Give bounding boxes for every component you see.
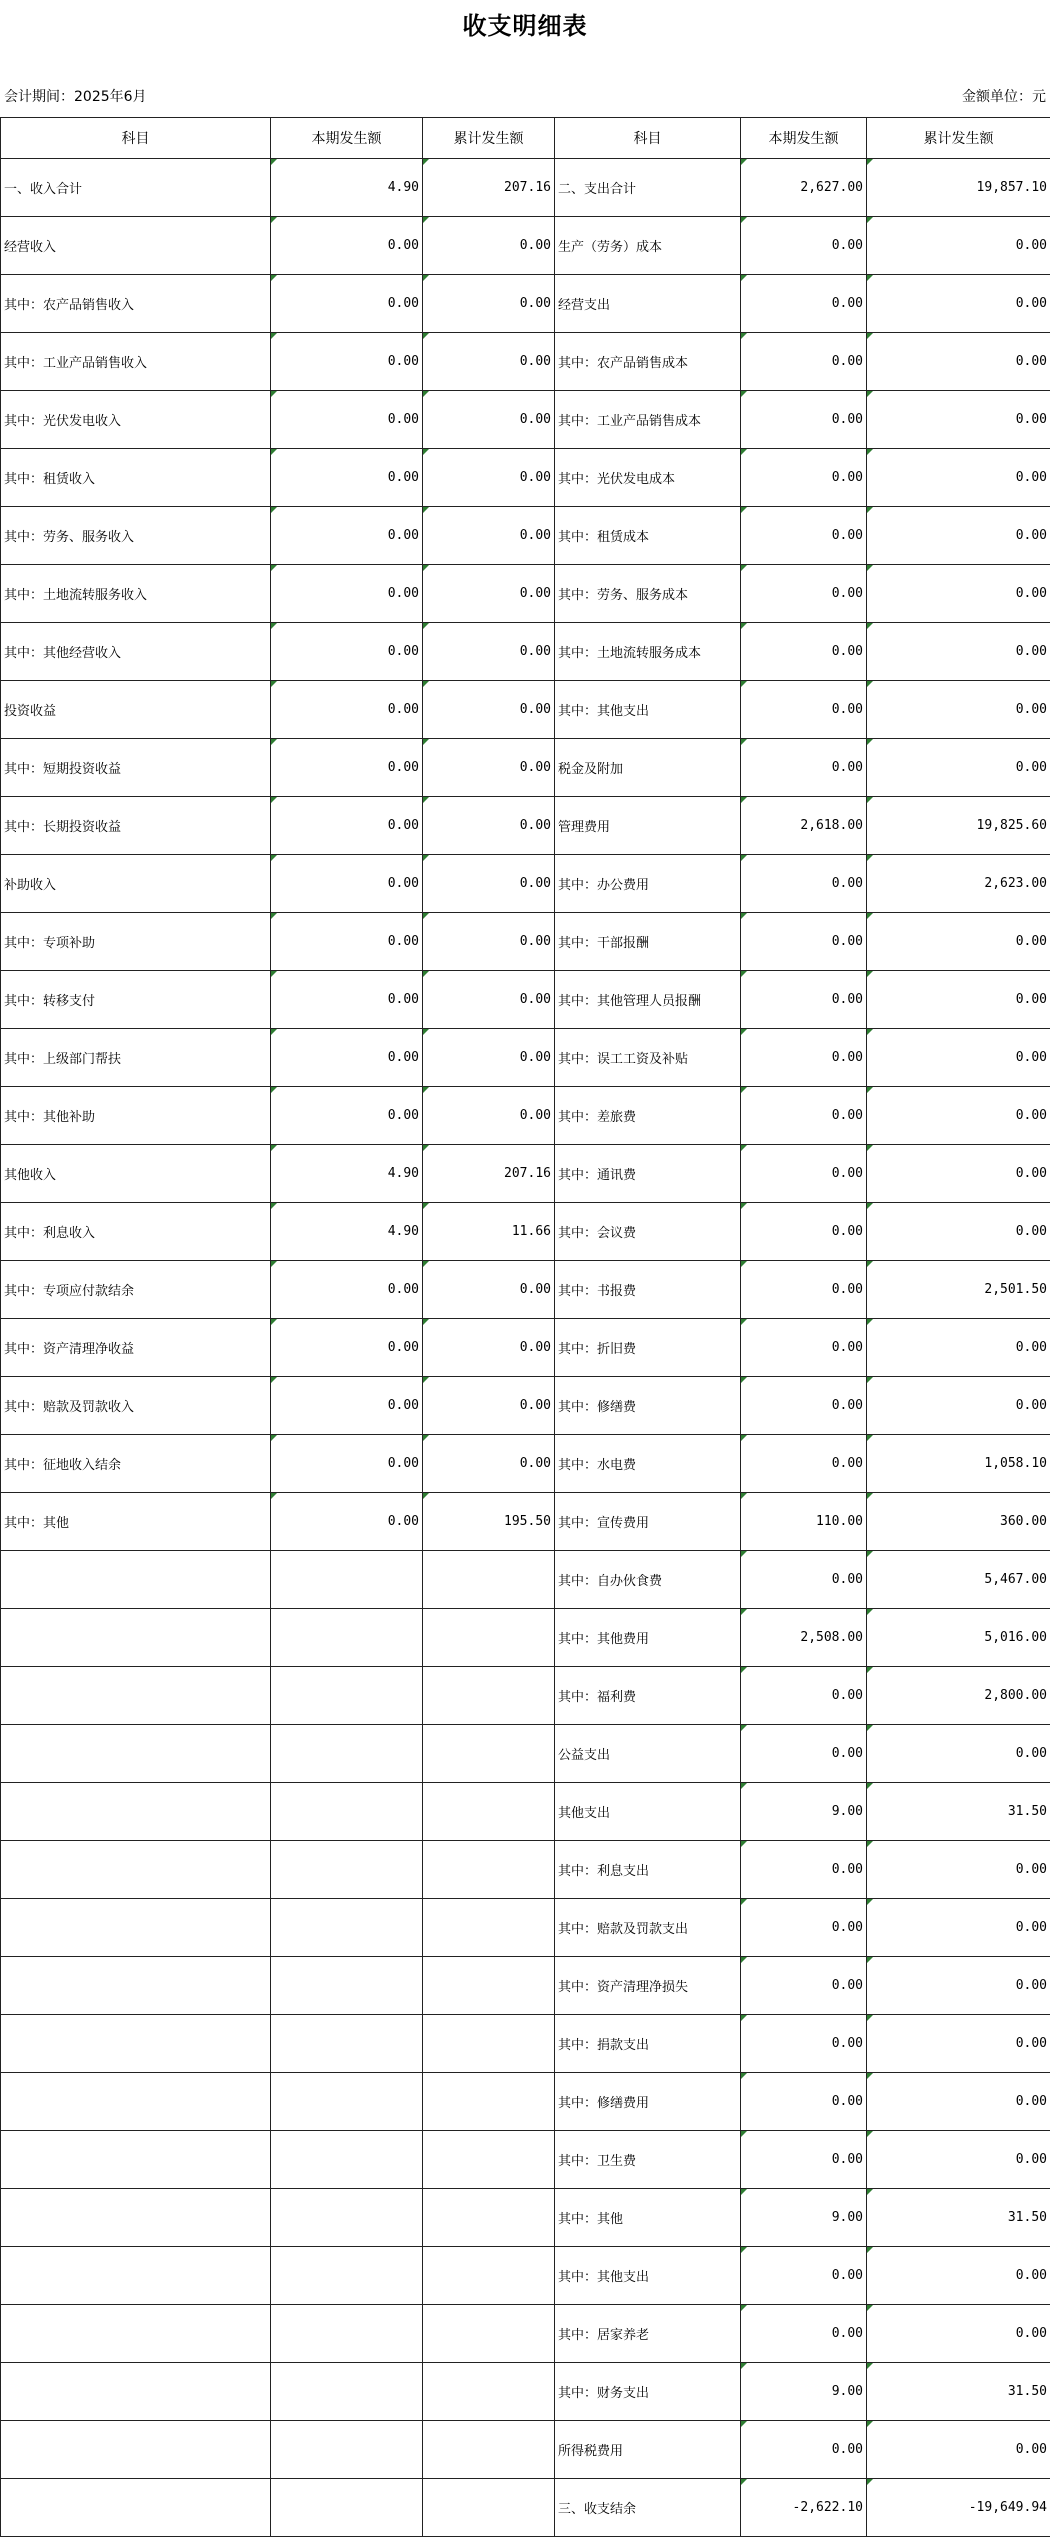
table-row [1, 1783, 1050, 1841]
income-cumulative-cell: 0.00 [423, 1319, 555, 1377]
income-current-cell [271, 1725, 423, 1783]
income-current-cell: 0.00 [271, 739, 423, 797]
income-account-cell [1, 2479, 271, 2537]
table-row [1, 2363, 1050, 2421]
income-current-cell [271, 2479, 423, 2537]
expense-account-cell: 其中：办公费用 [555, 855, 741, 913]
income-current-cell: 0.00 [271, 217, 423, 275]
expense-current-cell: 0.00 [741, 2247, 867, 2305]
income-cumulative-cell: 0.00 [423, 507, 555, 565]
expense-current-cell: 0.00 [741, 1319, 867, 1377]
income-current-cell: 0.00 [271, 623, 423, 681]
expense-account-cell: 其中：劳务、服务成本 [555, 565, 741, 623]
expense-cumulative-cell: 0.00 [867, 507, 1050, 565]
expense-current-cell: 0.00 [741, 217, 867, 275]
income-cumulative-cell: 0.00 [423, 913, 555, 971]
expense-cumulative-cell: 0.00 [867, 739, 1050, 797]
table-row [1, 391, 1050, 449]
expense-current-cell: 0.00 [741, 1957, 867, 2015]
expense-account-cell: 其中：通讯费 [555, 1145, 741, 1203]
header-income-current: 本期发生额 [271, 118, 423, 159]
income-account-cell: 其他收入 [1, 1145, 271, 1203]
expense-account-cell: 其中：卫生费 [555, 2131, 741, 2189]
income-cumulative-cell: 0.00 [423, 1435, 555, 1493]
income-cumulative-cell [423, 2189, 555, 2247]
income-current-cell [271, 2363, 423, 2421]
income-current-cell: 0.00 [271, 1377, 423, 1435]
income-current-cell: 0.00 [271, 507, 423, 565]
expense-account-cell: 其中：福利费 [555, 1667, 741, 1725]
table-row [1, 1145, 1050, 1203]
income-cumulative-cell [423, 2305, 555, 2363]
expense-current-cell: 0.00 [741, 565, 867, 623]
expense-account-cell: 所得税费用 [555, 2421, 741, 2479]
expense-account-cell: 其中：其他管理人员报酬 [555, 971, 741, 1029]
income-current-cell [271, 2305, 423, 2363]
income-cumulative-cell [423, 2479, 555, 2537]
table-row [1, 855, 1050, 913]
table-row [1, 1609, 1050, 1667]
income-cumulative-cell [423, 2363, 555, 2421]
expense-cumulative-cell: 19,825.60 [867, 797, 1050, 855]
header-income-cumulative: 累计发生额 [423, 118, 555, 159]
expense-account-cell: 二、支出合计 [555, 159, 741, 217]
expense-account-cell: 其中：其他支出 [555, 2247, 741, 2305]
expense-current-cell: 0.00 [741, 2421, 867, 2479]
expense-current-cell: 0.00 [741, 275, 867, 333]
income-cumulative-cell [423, 2015, 555, 2073]
expense-cumulative-cell: 31.50 [867, 2363, 1050, 2421]
income-cumulative-cell: 0.00 [423, 449, 555, 507]
expense-cumulative-cell: -19,649.94 [867, 2479, 1050, 2537]
expense-cumulative-cell: 0.00 [867, 2247, 1050, 2305]
income-account-cell [1, 2305, 271, 2363]
income-account-cell: 其中：其他补助 [1, 1087, 271, 1145]
expense-current-cell: 0.00 [741, 1899, 867, 1957]
income-account-cell: 经营收入 [1, 217, 271, 275]
expense-account-cell: 管理费用 [555, 797, 741, 855]
expense-cumulative-cell: 31.50 [867, 1783, 1050, 1841]
table-row [1, 2305, 1050, 2363]
income-current-cell: 0.00 [271, 797, 423, 855]
expense-account-cell: 其中：其他 [555, 2189, 741, 2247]
table-row [1, 1435, 1050, 1493]
table-row [1, 681, 1050, 739]
table-header-row [1, 118, 1050, 159]
expense-cumulative-cell: 2,800.00 [867, 1667, 1050, 1725]
expense-cumulative-cell: 0.00 [867, 449, 1050, 507]
expense-cumulative-cell: 0.00 [867, 1145, 1050, 1203]
income-account-cell [1, 1725, 271, 1783]
income-current-cell: 0.00 [271, 681, 423, 739]
table-row [1, 2131, 1050, 2189]
income-account-cell: 其中：光伏发电收入 [1, 391, 271, 449]
income-account-cell: 补助收入 [1, 855, 271, 913]
income-current-cell: 0.00 [271, 391, 423, 449]
expense-current-cell: 0.00 [741, 1841, 867, 1899]
income-account-cell: 投资收益 [1, 681, 271, 739]
expense-account-cell: 其中：水电费 [555, 1435, 741, 1493]
expense-current-cell: 0.00 [741, 391, 867, 449]
expense-current-cell: 0.00 [741, 1029, 867, 1087]
table-row [1, 333, 1050, 391]
currency-unit: 金额单位：元 [962, 89, 1046, 105]
table-row [1, 971, 1050, 1029]
expense-account-cell: 其中：其他费用 [555, 1609, 741, 1667]
expense-current-cell: 2,508.00 [741, 1609, 867, 1667]
table-row [1, 565, 1050, 623]
expense-cumulative-cell: 0.00 [867, 1319, 1050, 1377]
income-cumulative-cell [423, 1667, 555, 1725]
income-account-cell: 其中：劳务、服务收入 [1, 507, 271, 565]
income-current-cell [271, 1609, 423, 1667]
table-row [1, 275, 1050, 333]
income-cumulative-cell [423, 2421, 555, 2479]
expense-cumulative-cell: 0.00 [867, 1203, 1050, 1261]
expense-cumulative-cell: 0.00 [867, 913, 1050, 971]
expense-account-cell: 其中：土地流转服务成本 [555, 623, 741, 681]
expense-account-cell: 其中：误工工资及补贴 [555, 1029, 741, 1087]
table-row [1, 2421, 1050, 2479]
income-account-cell [1, 1957, 271, 2015]
table-row [1, 913, 1050, 971]
expense-current-cell: 110.00 [741, 1493, 867, 1551]
income-cumulative-cell: 0.00 [423, 797, 555, 855]
income-current-cell: 4.90 [271, 1145, 423, 1203]
expense-cumulative-cell: 0.00 [867, 1029, 1050, 1087]
expense-account-cell: 其中：租赁成本 [555, 507, 741, 565]
income-current-cell: 0.00 [271, 1435, 423, 1493]
income-account-cell [1, 2247, 271, 2305]
income-current-cell [271, 1841, 423, 1899]
table-row [1, 2073, 1050, 2131]
income-current-cell: 0.00 [271, 1029, 423, 1087]
income-account-cell [1, 1783, 271, 1841]
expense-account-cell: 其中：修缮费 [555, 1377, 741, 1435]
expense-account-cell: 其中：工业产品销售成本 [555, 391, 741, 449]
income-cumulative-cell: 0.00 [423, 1377, 555, 1435]
expense-account-cell: 经营支出 [555, 275, 741, 333]
report-title: 收支明细表 [462, 11, 588, 40]
income-current-cell: 0.00 [271, 333, 423, 391]
expense-cumulative-cell: 0.00 [867, 391, 1050, 449]
expense-cumulative-cell: 0.00 [867, 1957, 1050, 2015]
expense-cumulative-cell: 2,501.50 [867, 1261, 1050, 1319]
income-account-cell: 其中：其他 [1, 1493, 271, 1551]
expense-cumulative-cell: 0.00 [867, 1725, 1050, 1783]
table-row [1, 2247, 1050, 2305]
expense-current-cell: 0.00 [741, 1087, 867, 1145]
income-account-cell [1, 1551, 271, 1609]
expense-current-cell: 2,627.00 [741, 159, 867, 217]
income-cumulative-cell: 0.00 [423, 565, 555, 623]
income-cumulative-cell: 0.00 [423, 391, 555, 449]
expense-account-cell: 三、收支结余 [555, 2479, 741, 2537]
income-current-cell [271, 1551, 423, 1609]
income-current-cell: 4.90 [271, 1203, 423, 1261]
income-current-cell: 0.00 [271, 971, 423, 1029]
income-current-cell: 0.00 [271, 1319, 423, 1377]
income-account-cell: 其中：长期投资收益 [1, 797, 271, 855]
expense-cumulative-cell: 0.00 [867, 1377, 1050, 1435]
income-current-cell: 4.90 [271, 159, 423, 217]
table-row [1, 1261, 1050, 1319]
income-account-cell: 其中：专项应付款结余 [1, 1261, 271, 1319]
expense-account-cell: 其他支出 [555, 1783, 741, 1841]
expense-current-cell: 0.00 [741, 2073, 867, 2131]
header-income-account: 科目 [1, 118, 271, 159]
expense-current-cell: 0.00 [741, 855, 867, 913]
income-cumulative-cell [423, 1841, 555, 1899]
table-row [1, 1841, 1050, 1899]
expense-current-cell: 0.00 [741, 449, 867, 507]
table-row [1, 507, 1050, 565]
accounting-period: 会计期间：2025年6月 [4, 89, 147, 105]
income-current-cell [271, 1667, 423, 1725]
income-account-cell [1, 2363, 271, 2421]
expense-cumulative-cell: 19,857.10 [867, 159, 1050, 217]
expense-account-cell: 其中：折旧费 [555, 1319, 741, 1377]
table-row [1, 797, 1050, 855]
expense-current-cell: 0.00 [741, 2305, 867, 2363]
expense-cumulative-cell: 0.00 [867, 275, 1050, 333]
table-row [1, 739, 1050, 797]
income-account-cell [1, 2131, 271, 2189]
income-account-cell: 其中：资产清理净收益 [1, 1319, 271, 1377]
income-cumulative-cell [423, 2131, 555, 2189]
expense-cumulative-cell: 0.00 [867, 217, 1050, 275]
income-account-cell: 其中：土地流转服务收入 [1, 565, 271, 623]
expense-cumulative-cell: 31.50 [867, 2189, 1050, 2247]
expense-account-cell: 其中：其他支出 [555, 681, 741, 739]
expense-current-cell: 0.00 [741, 1261, 867, 1319]
income-current-cell [271, 1783, 423, 1841]
table-row [1, 1493, 1050, 1551]
income-cumulative-cell: 0.00 [423, 623, 555, 681]
income-current-cell [271, 2131, 423, 2189]
expense-account-cell: 其中：修缮费用 [555, 2073, 741, 2131]
table-row [1, 1725, 1050, 1783]
expense-current-cell: 0.00 [741, 1435, 867, 1493]
income-cumulative-cell [423, 2073, 555, 2131]
expense-cumulative-cell: 0.00 [867, 565, 1050, 623]
expense-current-cell: 0.00 [741, 971, 867, 1029]
expense-account-cell: 其中：差旅费 [555, 1087, 741, 1145]
expense-cumulative-cell: 2,623.00 [867, 855, 1050, 913]
expense-cumulative-cell: 0.00 [867, 971, 1050, 1029]
expense-account-cell: 其中：农产品销售成本 [555, 333, 741, 391]
expense-cumulative-cell: 0.00 [867, 1841, 1050, 1899]
income-cumulative-cell: 207.16 [423, 1145, 555, 1203]
expense-current-cell: 0.00 [741, 1551, 867, 1609]
income-current-cell [271, 2189, 423, 2247]
expense-cumulative-cell: 1,058.10 [867, 1435, 1050, 1493]
expense-cumulative-cell: 5,467.00 [867, 1551, 1050, 1609]
income-cumulative-cell [423, 1899, 555, 1957]
income-cumulative-cell: 207.16 [423, 159, 555, 217]
expense-account-cell: 其中：会议费 [555, 1203, 741, 1261]
expense-account-cell: 其中：赔款及罚款支出 [555, 1899, 741, 1957]
table-row [1, 159, 1050, 217]
expense-account-cell: 其中：光伏发电成本 [555, 449, 741, 507]
income-cumulative-cell [423, 1725, 555, 1783]
expense-cumulative-cell: 0.00 [867, 333, 1050, 391]
expense-current-cell: 9.00 [741, 2189, 867, 2247]
expense-cumulative-cell: 0.00 [867, 2015, 1050, 2073]
income-account-cell: 其中：农产品销售收入 [1, 275, 271, 333]
income-current-cell [271, 2015, 423, 2073]
table-row [1, 217, 1050, 275]
income-cumulative-cell: 0.00 [423, 275, 555, 333]
expense-current-cell: 0.00 [741, 2131, 867, 2189]
income-current-cell [271, 2073, 423, 2131]
income-cumulative-cell: 0.00 [423, 971, 555, 1029]
income-current-cell: 0.00 [271, 449, 423, 507]
expense-account-cell: 其中：干部报酬 [555, 913, 741, 971]
income-cumulative-cell [423, 1609, 555, 1667]
expense-account-cell: 其中：捐款支出 [555, 2015, 741, 2073]
income-account-cell [1, 1899, 271, 1957]
expense-current-cell: 9.00 [741, 2363, 867, 2421]
income-account-cell [1, 1667, 271, 1725]
income-account-cell: 其中：上级部门帮扶 [1, 1029, 271, 1087]
income-account-cell: 其中：专项补助 [1, 913, 271, 971]
income-cumulative-cell: 11.66 [423, 1203, 555, 1261]
income-current-cell [271, 2247, 423, 2305]
income-current-cell: 0.00 [271, 275, 423, 333]
expense-current-cell: 2,618.00 [741, 797, 867, 855]
income-current-cell: 0.00 [271, 913, 423, 971]
income-account-cell [1, 2189, 271, 2247]
income-current-cell: 0.00 [271, 855, 423, 913]
table-row [1, 623, 1050, 681]
income-cumulative-cell [423, 1551, 555, 1609]
expense-account-cell: 其中：利息支出 [555, 1841, 741, 1899]
income-cumulative-cell: 0.00 [423, 333, 555, 391]
expense-account-cell: 税金及附加 [555, 739, 741, 797]
table-row [1, 1551, 1050, 1609]
expense-current-cell: 9.00 [741, 1783, 867, 1841]
income-account-cell: 其中：工业产品销售收入 [1, 333, 271, 391]
income-current-cell [271, 1899, 423, 1957]
table-row [1, 1029, 1050, 1087]
header-expense-account: 科目 [555, 118, 741, 159]
income-cumulative-cell: 0.00 [423, 855, 555, 913]
income-account-cell: 其中：赔款及罚款收入 [1, 1377, 271, 1435]
table-row [1, 1319, 1050, 1377]
expense-account-cell: 公益支出 [555, 1725, 741, 1783]
table-row [1, 2479, 1050, 2537]
income-current-cell: 0.00 [271, 1087, 423, 1145]
expense-current-cell: 0.00 [741, 333, 867, 391]
expense-current-cell: -2,622.10 [741, 2479, 867, 2537]
income-cumulative-cell: 0.00 [423, 739, 555, 797]
expense-cumulative-cell: 0.00 [867, 2305, 1050, 2363]
income-account-cell: 其中：租赁收入 [1, 449, 271, 507]
income-account-cell: 其中：短期投资收益 [1, 739, 271, 797]
expense-current-cell: 0.00 [741, 739, 867, 797]
expense-cumulative-cell: 0.00 [867, 2421, 1050, 2479]
expense-cumulative-cell: 0.00 [867, 2131, 1050, 2189]
expense-current-cell: 0.00 [741, 1145, 867, 1203]
table-row [1, 1087, 1050, 1145]
expense-cumulative-cell: 0.00 [867, 681, 1050, 739]
expense-current-cell: 0.00 [741, 623, 867, 681]
income-current-cell: 0.00 [271, 1493, 423, 1551]
income-account-cell [1, 2421, 271, 2479]
expense-account-cell: 生产（劳务）成本 [555, 217, 741, 275]
expense-cumulative-cell: 0.00 [867, 1899, 1050, 1957]
table-row [1, 1377, 1050, 1435]
income-cumulative-cell: 0.00 [423, 681, 555, 739]
income-account-cell: 其中：征地收入结余 [1, 1435, 271, 1493]
income-account-cell: 其中：转移支付 [1, 971, 271, 1029]
expense-cumulative-cell: 0.00 [867, 623, 1050, 681]
income-current-cell: 0.00 [271, 1261, 423, 1319]
income-cumulative-cell [423, 2247, 555, 2305]
expense-cumulative-cell: 5,016.00 [867, 1609, 1050, 1667]
income-account-cell [1, 2073, 271, 2131]
expense-account-cell: 其中：财务支出 [555, 2363, 741, 2421]
income-current-cell [271, 2421, 423, 2479]
income-account-cell [1, 1841, 271, 1899]
expense-cumulative-cell: 0.00 [867, 2073, 1050, 2131]
income-account-cell: 其中：利息收入 [1, 1203, 271, 1261]
expense-account-cell: 其中：资产清理净损失 [555, 1957, 741, 2015]
table-row [1, 2015, 1050, 2073]
expense-current-cell: 0.00 [741, 1725, 867, 1783]
table-row [1, 1203, 1050, 1261]
expense-account-cell: 其中：居家养老 [555, 2305, 741, 2363]
table-body [1, 159, 1050, 2537]
expense-current-cell: 0.00 [741, 1377, 867, 1435]
income-cumulative-cell: 0.00 [423, 1029, 555, 1087]
expense-account-cell: 其中：自办伙食费 [555, 1551, 741, 1609]
income-account-cell: 一、收入合计 [1, 159, 271, 217]
header-expense-current: 本期发生额 [741, 118, 867, 159]
income-current-cell: 0.00 [271, 565, 423, 623]
income-cumulative-cell: 0.00 [423, 1087, 555, 1145]
expense-account-cell: 其中：宣传费用 [555, 1493, 741, 1551]
income-account-cell [1, 1609, 271, 1667]
expense-current-cell: 0.00 [741, 1667, 867, 1725]
expense-current-cell: 0.00 [741, 681, 867, 739]
table-row [1, 1667, 1050, 1725]
income-cumulative-cell: 195.50 [423, 1493, 555, 1551]
expense-current-cell: 0.00 [741, 913, 867, 971]
table-row [1, 2189, 1050, 2247]
income-current-cell [271, 1957, 423, 2015]
expense-current-cell: 0.00 [741, 2015, 867, 2073]
expense-current-cell: 0.00 [741, 507, 867, 565]
income-cumulative-cell: 0.00 [423, 1261, 555, 1319]
income-account-cell [1, 2015, 271, 2073]
income-cumulative-cell: 0.00 [423, 217, 555, 275]
table-row [1, 1957, 1050, 2015]
income-account-cell: 其中：其他经营收入 [1, 623, 271, 681]
table-row [1, 449, 1050, 507]
income-cumulative-cell [423, 1957, 555, 2015]
table-row [1, 1899, 1050, 1957]
expense-account-cell: 其中：书报费 [555, 1261, 741, 1319]
expense-cumulative-cell: 360.00 [867, 1493, 1050, 1551]
income-cumulative-cell [423, 1783, 555, 1841]
expense-current-cell: 0.00 [741, 1203, 867, 1261]
header-expense-cumulative: 累计发生额 [867, 118, 1050, 159]
expense-cumulative-cell: 0.00 [867, 1087, 1050, 1145]
income-expense-table [0, 117, 1050, 2537]
